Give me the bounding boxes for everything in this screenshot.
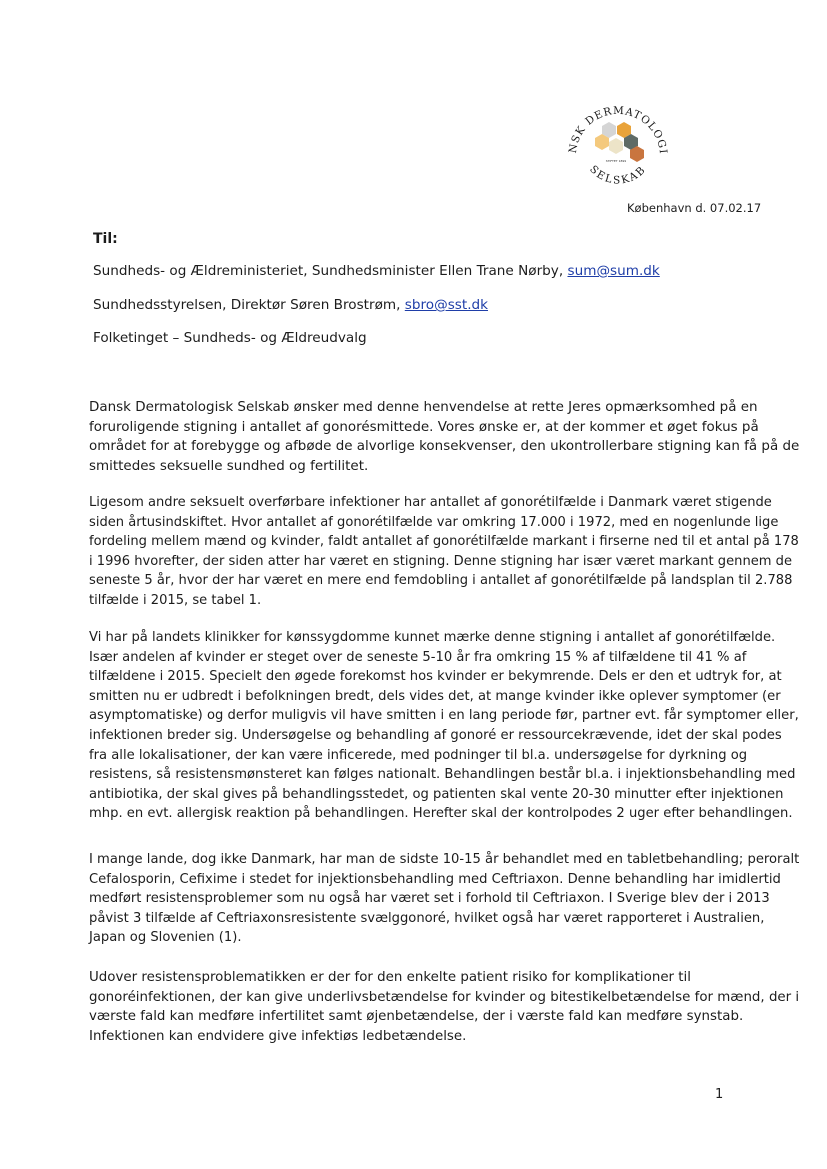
to-label: Til: [93, 231, 118, 247]
text-line: seneste 5 år, hvor der har været en mere end femdobling i antallet af gonorétilfælde på landsplan til 2.788 [89, 572, 793, 589]
paragraph-1 [89, 398, 806, 476]
text-line: antibiotika, der skal gives på behandlingsstedet, og patienten skal vente 20-30 minutter efter injektionen [89, 785, 784, 802]
text-line: tilfældene i 2015. Specielt den øgede forekomst hos kvinder er bekymrende. Dels er den et udtryk for, at [89, 668, 782, 685]
society-logo [558, 92, 678, 198]
text-line: Dansk Dermatologisk Selskab ønsker med denne henvendelse at rette Jeres opmærksomhed på en [89, 399, 758, 415]
text-line: resistens, så resistensmønsteret kan følges nationalt. Behandlingen består bl.a. i injektionsbehandling med [89, 766, 796, 783]
recipient-health-authority-text: Sundhedsstyrelsen, Direktør Søren Brostrøm, [93, 297, 405, 313]
text-line: I mange lande, dog ikke Danmark, har man de sidste 10-15 år behandlet med en tabletbehandling; peroralt [89, 851, 800, 867]
paragraph-5 [89, 968, 810, 1046]
text-line: Især andelen af kvinder er steget over de seneste 5-10 år fra omkring 15 % af tilfældene til 41 % af [89, 648, 747, 665]
text-line: mhp. en evt. allergisk reaktion på behandlingen. Herefter skal der kontrolpodes 2 uger efter behandlingen. [89, 805, 793, 822]
text-line: Japan og Slovenien (1). [89, 929, 242, 946]
text-line: fra alle lokalisationer, der kan være inficerede, med podninger til bl.a. undersøgelse for dyrkning og [89, 746, 748, 763]
text-line: Cefalosporin, Cefixime i stedet for injektionsbehandling med Ceftriaxon. Denne behandling har imidlertid [89, 870, 781, 887]
recipient-ministry-text: Sundheds- og Ældreministeriet, Sundhedsminister Ellen Trane Nørby, [93, 263, 568, 279]
logo-hexagons [595, 122, 644, 162]
logo-text-top: NSK DERMATOLOGI [566, 104, 670, 156]
logo-hex-5 [609, 138, 623, 154]
email-link-sst[interactable]: sbro@sst.dk [404, 297, 489, 313]
text-line: Infektionen kan endvidere give infektiøs ledbetændelse. [89, 1027, 467, 1044]
logo-text-bottom: SELSKAB [587, 163, 649, 187]
text-line: asymptomatiske) og derfor muligvis vil have smitten i en lang periode før, partner evt. får symptomer eller, [89, 707, 799, 724]
text-line: fordeling mellem mænd og kvinder, faldt antallet af gonorétilfælde markant i firserne ned til et antal på 178 [89, 533, 799, 550]
page-number: 1 [715, 1087, 724, 1102]
text-line: Ligesom andre seksuelt overførbare infektioner har antallet af gonorétilfælde i Danmark været stigende [89, 494, 772, 510]
recipient-health-authority [93, 297, 488, 313]
logo-graphic [558, 92, 678, 198]
paragraph-2 [89, 493, 827, 611]
recipient-parliament-text: Folketinget – Sundheds- og Ældreudvalg [93, 330, 367, 346]
recipient-parliament [93, 330, 367, 346]
logo-founded: STIFTET 1899 [605, 159, 627, 163]
text-line: gonoréinfektionen, der kan give underlivsbetændelse for kvinder og bitestikelbetændelse for mænd, der i [89, 988, 800, 1005]
text-line: påvist 3 tilfælde af Ceftriaxonsresistente svælggonoré, hvilket også har været rapporteret i Australien, [89, 909, 765, 926]
text-line: siden årtusindskiftet. Hvor antallet af gonorétilfælde var omkring 17.000 i 1972, med en nogenlunde lige [89, 513, 779, 530]
text-line: Vi har på landets klinikker for kønssygdomme kunnet mærke denne stigning i antallet af gonorétilfælde. [89, 629, 776, 645]
email-link-sum[interactable]: sum@sum.dk [567, 263, 660, 279]
paragraph-4 [89, 850, 824, 948]
text-line: foruroligende stigning i antallet af gonorésmittede. Vores ønske er, at der kommer et øget fokus på [89, 418, 759, 435]
text-line: smittedes seksuelle sundhed og fertilitet. [89, 457, 369, 474]
text-line: værste fald kan medføre infertilitet samt øjenbetændelse, der i værste fald kan medføre synstab. [89, 1008, 744, 1025]
letter-date: København d. 07.02.17 [627, 201, 762, 215]
paragraph-3 [89, 628, 824, 824]
text-line: infektionen breder sig. Undersøgelse og behandling af gonoré er ressourcekrævende, idet der skal podes [89, 726, 782, 743]
text-line: området for at forebygge og afbøde de alvorlige konsekvenser, den ukontrollerbare stigning kan få på de [89, 438, 800, 455]
recipient-ministry [93, 263, 660, 279]
text-line: tilfælde i 2015, se tabel 1. [89, 591, 262, 608]
text-line: medført resistensproblemer som nu også har været set i forhold til Ceftriaxon. I Sverige blev der i 2013 [89, 890, 770, 907]
text-line: Udover resistensproblematikken er der for den enkelte patient risiko for komplikationer til [89, 969, 692, 985]
text-line: i 1996 hvorefter, der siden atter har været en stigning. Denne stigning har især været markant gennem de [89, 552, 793, 569]
text-line: smitten nu er udbredt i befolkningen bredt, dels vides det, at mange kvinder ikke oplever symptomer (er [89, 687, 781, 704]
